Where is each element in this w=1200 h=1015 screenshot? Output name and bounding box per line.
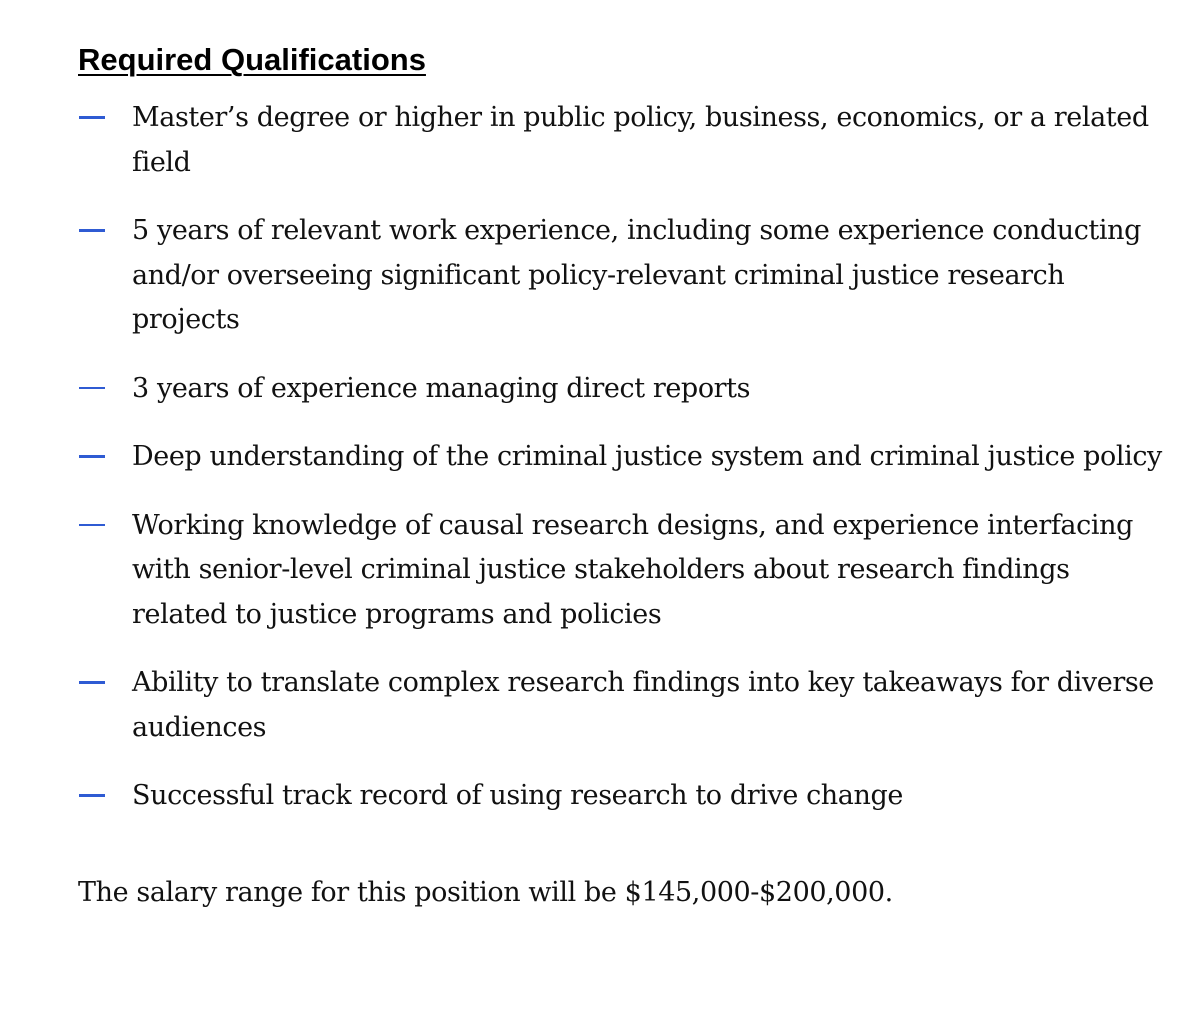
dash-bullet-icon xyxy=(78,661,132,705)
qualifications-list xyxy=(78,96,1168,819)
dash-bullet-icon xyxy=(78,774,132,818)
dash-bullet-icon xyxy=(78,367,132,411)
list-item xyxy=(78,435,1168,480)
dash-bullet-icon xyxy=(78,209,132,253)
section-heading: Required Qualifications xyxy=(78,42,426,77)
list-item-text: Working knowledge of causal research designs, and experience interfacing with senior-level criminal justice stakeholders about research findings related to justice programs and policies xyxy=(132,509,1133,630)
list-item xyxy=(78,367,1168,412)
list-item-text: Master’s degree or higher in public policy, business, economics, or a related field xyxy=(132,102,1149,178)
list-item-text: Successful track record of using research to drive change xyxy=(132,780,903,811)
list-item xyxy=(78,661,1168,750)
list-item-text: 3 years of experience managing direct reports xyxy=(132,372,751,404)
list-item xyxy=(78,209,1168,343)
list-item-text: 5 years of relevant work experience, including some experience conducting and/or overseeing significant policy-relevant criminal justice research projects xyxy=(132,215,1141,335)
list-item xyxy=(78,96,1168,185)
list-item-text: Deep understanding of the criminal justice system and criminal justice policy xyxy=(132,441,1162,472)
salary-statement: The salary range for this position will be $145,000-$200,000. xyxy=(78,876,893,908)
list-item xyxy=(78,774,1168,819)
qualifications-section xyxy=(78,38,1168,915)
dash-bullet-icon xyxy=(78,96,132,140)
dash-bullet-icon xyxy=(78,435,132,479)
list-item xyxy=(78,504,1168,638)
list-item-text: Ability to translate complex research findings into key takeaways for diverse audiences xyxy=(132,667,1154,743)
dash-bullet-icon xyxy=(78,504,132,548)
